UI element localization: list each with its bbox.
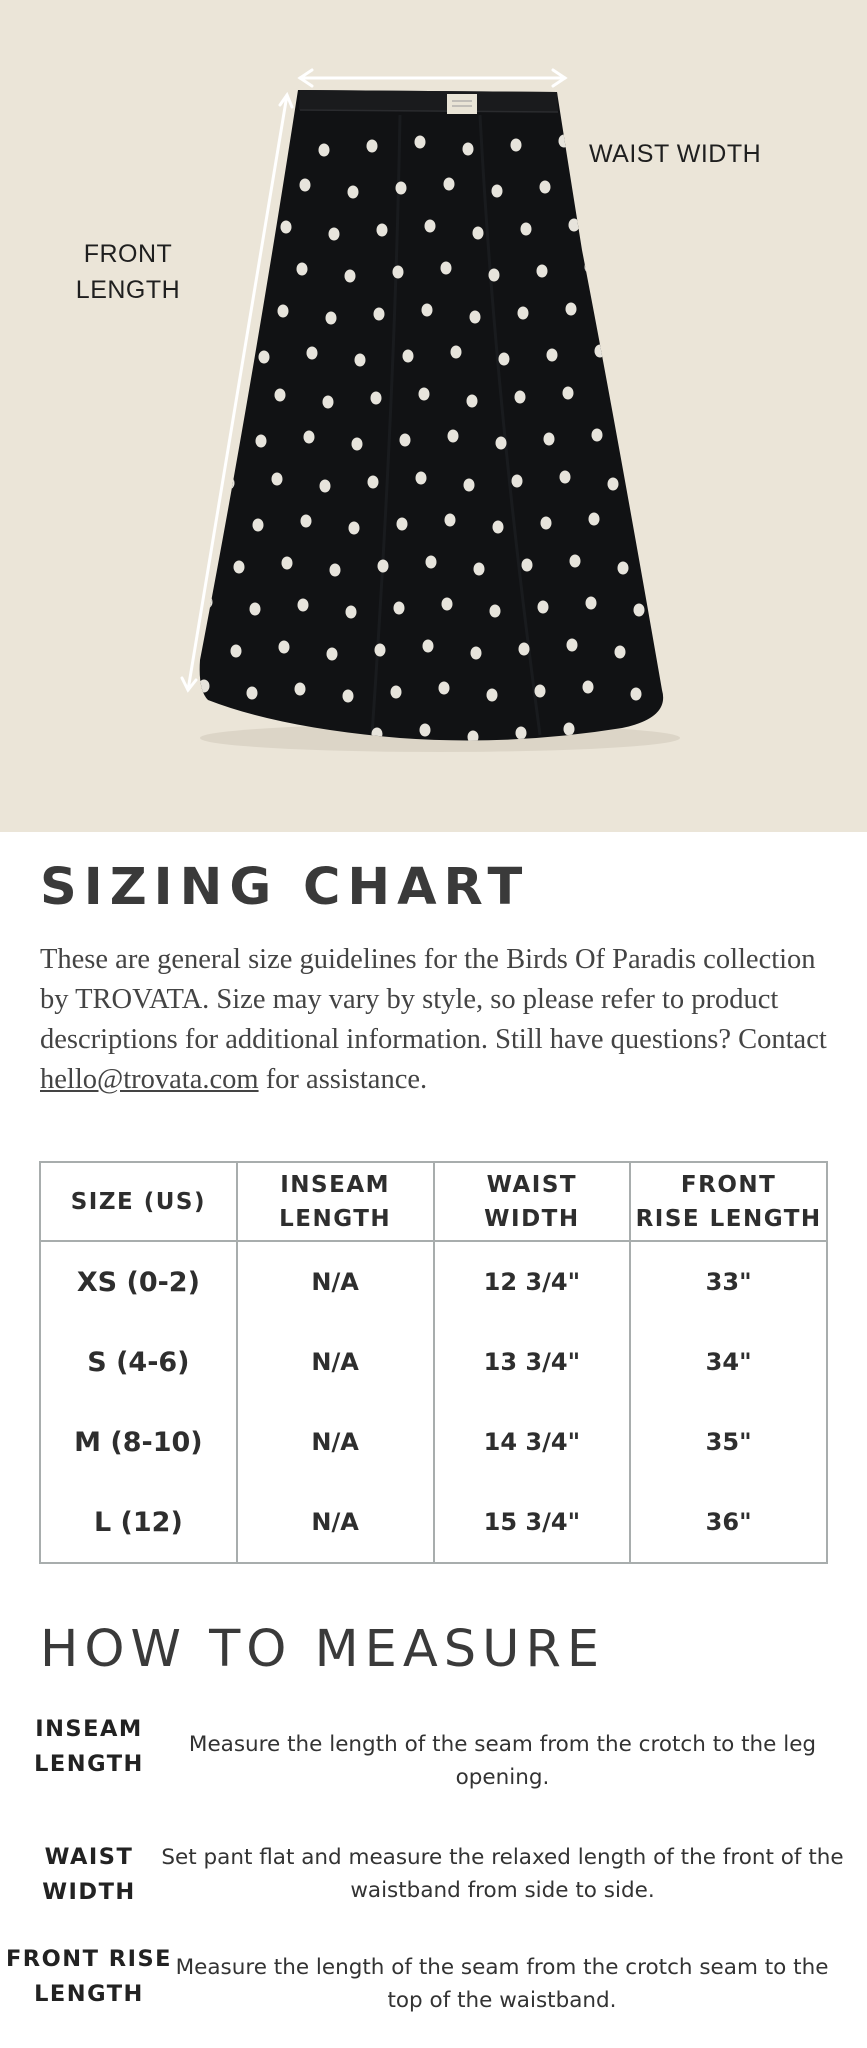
measure-term-line1: INSEAM	[35, 1716, 143, 1742]
polka-dot	[633, 268, 644, 281]
polka-dot	[368, 476, 379, 489]
measure-term-line2: WIDTH	[42, 1879, 136, 1905]
cell-front: 36"	[630, 1482, 827, 1563]
polka-dot	[519, 643, 530, 656]
cell-size: S (4-6)	[40, 1322, 237, 1402]
header-front-line2: RISE LENGTH	[635, 1205, 822, 1232]
front-length-label	[74, 236, 182, 308]
polka-dot	[512, 475, 523, 488]
polka-dot	[282, 557, 293, 570]
measure-term-line2: LENGTH	[34, 1751, 144, 1777]
cell-size: XS (0-2)	[40, 1241, 237, 1322]
polka-dot	[320, 480, 331, 493]
polka-dot	[281, 221, 292, 234]
polka-dot	[544, 433, 555, 446]
polka-dot	[329, 228, 340, 241]
cell-waist: 13 3/4"	[434, 1322, 631, 1402]
polka-dot	[279, 641, 290, 654]
polka-dot	[493, 521, 504, 534]
waist-width-label: WAIST WIDTH	[589, 140, 762, 168]
polka-dot	[201, 260, 212, 273]
polka-dot	[569, 219, 580, 232]
polka-dot	[224, 477, 235, 490]
polka-dot	[564, 723, 575, 736]
polka-dot	[471, 647, 482, 660]
cell-waist: 15 3/4"	[434, 1482, 631, 1563]
polka-dot	[464, 479, 475, 492]
polka-dot	[182, 302, 193, 315]
polka-dot	[346, 606, 357, 619]
polka-dot	[295, 683, 306, 696]
polka-dot	[637, 520, 648, 533]
polka-dot	[467, 395, 478, 408]
cell-waist: 14 3/4"	[434, 1402, 631, 1482]
polka-dot	[559, 135, 570, 148]
cell-inseam: N/A	[237, 1241, 434, 1322]
polka-dot	[185, 218, 196, 231]
polka-dot	[252, 183, 263, 196]
polka-dot	[304, 431, 315, 444]
polka-dot	[345, 270, 356, 283]
polka-dot	[204, 176, 215, 189]
measure-desc-waist: Set pant flat and measure the relaxed length of the front of the waistband from side to side.	[161, 1845, 844, 1903]
header-waist	[434, 1162, 631, 1241]
polka-dot	[176, 470, 187, 483]
polka-dot	[643, 352, 654, 365]
polka-dot	[614, 310, 625, 323]
table-row	[40, 1482, 827, 1563]
skirt-waistband	[299, 90, 558, 112]
polka-dot	[298, 599, 309, 612]
polka-dot	[247, 687, 258, 700]
polka-dot	[307, 347, 318, 360]
polka-dot	[394, 602, 405, 615]
polka-dot	[439, 682, 450, 695]
polka-dot	[378, 560, 389, 573]
polka-dot	[441, 262, 452, 275]
polka-dot	[275, 389, 286, 402]
polka-dot	[422, 304, 433, 317]
polka-dot	[585, 261, 596, 274]
polka-dot	[416, 472, 427, 485]
polka-dot	[259, 351, 270, 364]
polka-dot	[535, 685, 546, 698]
polka-dot	[419, 388, 430, 401]
polka-dot	[199, 680, 210, 693]
cell-front: 35"	[630, 1402, 827, 1482]
polka-dot	[396, 182, 407, 195]
cell-inseam: N/A	[237, 1482, 434, 1563]
polka-dot	[631, 688, 642, 701]
polka-dot	[343, 690, 354, 703]
polka-dot	[615, 646, 626, 659]
polka-dot	[540, 181, 551, 194]
header-front-line1: FRONT	[680, 1171, 777, 1198]
polka-dot	[492, 185, 503, 198]
skirt-illustration	[0, 0, 867, 832]
polka-dot	[560, 471, 571, 484]
polka-dot	[300, 179, 311, 192]
header-front	[630, 1162, 827, 1241]
cell-size: M (8-10)	[40, 1402, 237, 1482]
polka-dot	[400, 434, 411, 447]
measure-term-inseam	[0, 1712, 178, 1782]
polka-dot	[636, 184, 647, 197]
polka-dot	[567, 639, 578, 652]
front-length-label-line1: FRONT	[83, 240, 173, 268]
polka-dot	[420, 724, 431, 737]
product-image	[0, 0, 867, 832]
polka-dot	[445, 514, 456, 527]
polka-dot	[511, 139, 522, 152]
sizing-intro-text	[40, 940, 840, 1100]
measure-term-line1: WAIST	[44, 1844, 134, 1870]
polka-dot	[516, 727, 527, 740]
polka-dot	[297, 263, 308, 276]
polka-dot	[256, 435, 267, 448]
polka-dot	[205, 512, 216, 525]
cell-front: 34"	[630, 1322, 827, 1402]
size-table	[39, 1161, 828, 1564]
header-waist-line1: WAIST	[486, 1171, 578, 1198]
polka-dot	[563, 387, 574, 400]
measure-term-line2: LENGTH	[34, 1981, 144, 2007]
polka-dot	[367, 140, 378, 153]
polka-dot	[518, 307, 529, 320]
polka-dot	[521, 223, 532, 236]
polka-dot	[537, 265, 548, 278]
polka-dot	[183, 638, 194, 651]
polka-dot	[375, 644, 386, 657]
polka-dot	[234, 561, 245, 574]
polka-dot	[231, 645, 242, 658]
cell-front: 33"	[630, 1241, 827, 1322]
polka-dot	[583, 681, 594, 694]
polka-dot	[608, 478, 619, 491]
polka-dot	[490, 605, 501, 618]
measure-desc-front-rise: Measure the length of the seam from the crotch seam to the top of the waistband.	[175, 1955, 829, 2013]
polka-dot	[640, 436, 651, 449]
polka-dot	[538, 601, 549, 614]
header-waist-line2: WIDTH	[484, 1205, 580, 1232]
polka-dot	[223, 141, 234, 154]
table-row	[40, 1322, 827, 1402]
polka-dot	[391, 686, 402, 699]
polka-dot	[230, 309, 241, 322]
polka-dot	[180, 722, 191, 735]
polka-dot	[330, 564, 341, 577]
polka-dot	[473, 227, 484, 240]
polka-dot	[272, 473, 283, 486]
polka-dot	[442, 598, 453, 611]
intro-text: These are general size guidelines for the Birds Of Paradis collection by TROVATA. Size may vary by style, so please refer to product descriptions for additional information. Still have questions? Contact	[40, 944, 827, 1055]
polka-dot	[355, 354, 366, 367]
polka-dot	[415, 136, 426, 149]
polka-dot	[374, 308, 385, 321]
polka-dot	[278, 305, 289, 318]
polka-dot	[586, 597, 597, 610]
cell-waist: 12 3/4"	[434, 1241, 631, 1322]
polka-dot	[611, 394, 622, 407]
polka-dot	[589, 513, 600, 526]
polka-dot	[487, 689, 498, 702]
polka-dot	[208, 428, 219, 441]
polka-dot	[496, 437, 507, 450]
polka-dot	[393, 266, 404, 279]
polka-dot	[397, 518, 408, 531]
polka-dot	[448, 430, 459, 443]
table-header-row	[40, 1162, 827, 1241]
polka-dot	[617, 226, 628, 239]
polka-dot	[301, 515, 312, 528]
header-inseam-line2: LENGTH	[279, 1205, 392, 1232]
header-size-label: SIZE (US)	[70, 1188, 207, 1215]
polka-dot	[515, 391, 526, 404]
measure-desc-inseam: Measure the length of the seam from the crotch to the leg opening.	[188, 1732, 817, 1790]
polka-dot	[233, 225, 244, 238]
measure-term-line1: FRONT RISE	[5, 1946, 173, 1972]
polka-dot	[451, 346, 462, 359]
sizing-chart-heading: SIZING CHART	[40, 858, 530, 917]
polka-dot	[349, 522, 360, 535]
polka-dot	[423, 640, 434, 653]
polka-dot	[634, 604, 645, 617]
polka-dot	[588, 177, 599, 190]
cell-inseam: N/A	[237, 1402, 434, 1482]
polka-dot	[377, 224, 388, 237]
polka-dot	[489, 269, 500, 282]
polka-dot	[499, 353, 510, 366]
polka-dot	[211, 344, 222, 357]
front-length-label-line2: LENGTH	[75, 276, 181, 304]
polka-dot	[253, 519, 264, 532]
measure-term-front-rise	[0, 1942, 178, 2012]
polka-dot	[371, 392, 382, 405]
polka-dot	[595, 345, 606, 358]
polka-dot	[566, 303, 577, 316]
garment-tag	[447, 94, 477, 114]
polka-dot	[403, 350, 414, 363]
polka-dot	[348, 186, 359, 199]
polka-dot	[327, 648, 338, 661]
cell-inseam: N/A	[237, 1322, 434, 1402]
polka-dot	[444, 178, 455, 191]
cell-size: L (12)	[40, 1482, 237, 1563]
polka-dot	[522, 559, 533, 572]
polka-dot	[175, 134, 186, 147]
header-inseam-line1: INSEAM	[280, 1171, 391, 1198]
intro-text-end: for assistance.	[258, 1064, 428, 1095]
polka-dot	[425, 220, 436, 233]
polka-dot	[179, 386, 190, 399]
contact-email-link[interactable]: hello@trovata.com	[40, 1064, 259, 1095]
polka-dot	[319, 144, 330, 157]
polka-dot	[570, 555, 581, 568]
polka-dot	[541, 517, 552, 530]
header-inseam	[237, 1162, 434, 1241]
how-to-measure-heading: HOW TO MEASURE	[40, 1620, 606, 1679]
polka-dot	[250, 603, 261, 616]
polka-dot	[618, 562, 629, 575]
polka-dot	[547, 349, 558, 362]
polka-dot	[592, 429, 603, 442]
polka-dot	[474, 563, 485, 576]
table-row	[40, 1241, 827, 1322]
table-row	[40, 1402, 827, 1482]
polka-dot	[426, 556, 437, 569]
polka-dot	[323, 396, 334, 409]
polka-dot	[463, 143, 474, 156]
polka-dot	[326, 312, 337, 325]
header-size	[40, 1162, 237, 1241]
polka-dot	[186, 554, 197, 567]
polka-dot	[352, 438, 363, 451]
waist-width-arrow	[300, 70, 565, 86]
polka-dot	[470, 311, 481, 324]
